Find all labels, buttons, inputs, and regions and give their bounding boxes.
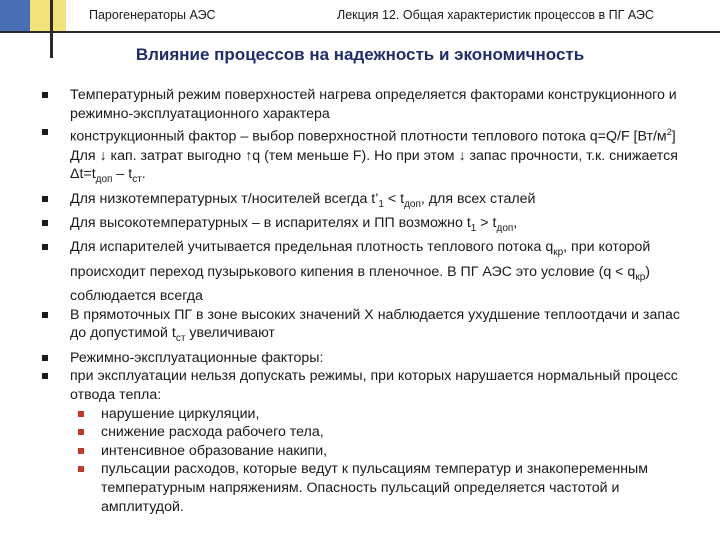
sub-bullet-icon — [78, 411, 84, 417]
header-course-title: Парогенераторы АЭС — [89, 8, 216, 22]
bullet-icon — [42, 244, 48, 250]
down-arrow-icon: ↓ — [458, 147, 466, 164]
bullet-list — [42, 86, 692, 516]
bullet-icon — [42, 373, 48, 379]
bullet-icon — [42, 355, 48, 361]
bullet-icon — [42, 312, 48, 318]
down-arrow-icon: ↓ — [99, 147, 107, 164]
slide-title: Влияние процессов на надежность и экономичность — [135, 45, 585, 64]
list-item: Для высокотемпературных – в испарителях и ПП возможно $t_1 > t_{доп}$, — [42, 214, 692, 238]
bullet-icon — [42, 196, 48, 202]
list-item: Для низкотемпературных т/носителей всегда $t’_1 < t_{доп}$, для всех сталей — [42, 190, 692, 214]
list-item: при эксплуатации нельзя допускать режимы, при которых нарушается нормальный процесс отвода тепла: нарушение циркуляции, снижение расхода рабочего тела, интенсивное образование накипи, пульсации расходов, которые ведут к пульсациям температур и знакопеременным температурным напряжениям. Опасность пульсаций определяется частотой и амплитудой. — [42, 367, 692, 516]
sub-bullet-list — [70, 405, 692, 517]
bullet-icon — [42, 129, 48, 135]
sub-bullet-icon — [78, 429, 84, 435]
list-item: Температурный режим поверхностей нагрева определяется факторами конструкционного и режимно-эксплуатационного характера — [42, 86, 692, 123]
sub-bullet-icon — [78, 466, 84, 472]
list-item: Для испарителей учитывается предельная плотность теплового потока $q_{кр}$, при которой происходит переход пузырькового кипения в пленочное. В ПГ АЭС это условие $(q < q_{кр})$ соблюдается всегда — [42, 238, 692, 305]
list-item: конструкционный фактор – выбор поверхностной плотности теплового потока q=Q/F $[Вт/м^2]$ Для ↓ кап. затрат выгодно ↑q (тем меньше F). Но при этом ↓ запас прочности, т.к. снижается $\Delta t=t_{доп} - t_{ст}$. — [42, 123, 692, 189]
bullet-icon — [42, 220, 48, 226]
sub-list-item: интенсивное образование накипи, — [70, 442, 692, 461]
sub-list-item: нарушение циркуляции, — [70, 405, 692, 424]
bullet-icon — [42, 92, 48, 98]
up-arrow-icon: ↑ — [245, 147, 253, 164]
header-lecture-title: Лекция 12. Общая характеристик процессов в ПГ АЭС — [337, 8, 654, 22]
list-item: Режимно-эксплуатационные факторы: — [42, 349, 692, 368]
sub-list-item: снижение расхода рабочего тела, — [70, 423, 692, 442]
sub-list-item: пульсации расходов, которые ведут к пульсациям температур и знакопеременным температурным напряжениям. Опасность пульсаций определяется частотой и амплитудой. — [70, 460, 692, 516]
decoration-horizontal-line — [0, 31, 720, 33]
corner-decoration-yellow — [30, 0, 66, 32]
list-item: В прямоточных ПГ в зоне высоких значений X наблюдается ухудшение теплоотдачи и запас до допустимой $t_{ст}$ увеличивают — [42, 306, 692, 349]
sub-bullet-icon — [78, 448, 84, 454]
